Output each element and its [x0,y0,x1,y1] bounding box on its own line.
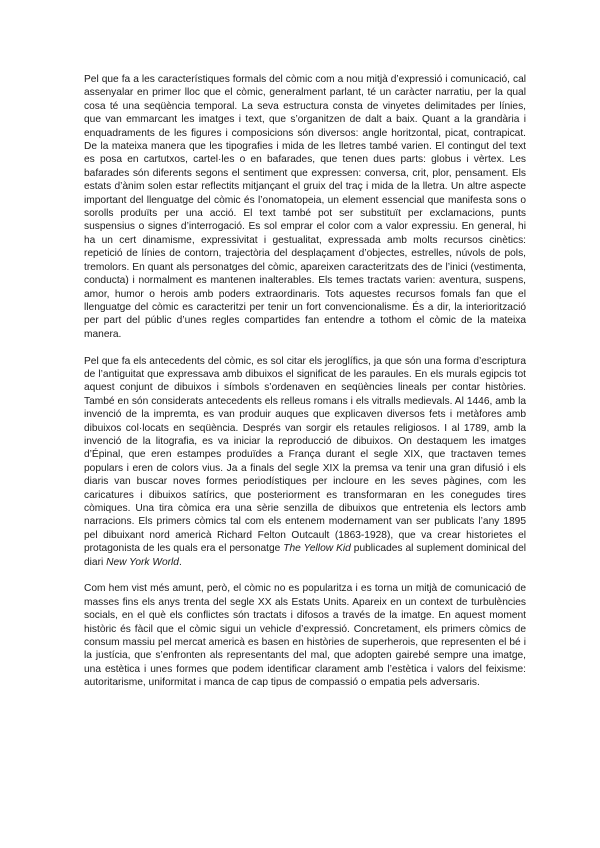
paragraph-text: Pel que fa els antecedents del còmic, es sol citar els jeroglífics, ja que són una forma d’escriptura de l’antiguitat que expressava amb dibuixos el significat de les paraules. En els murals egipcis tot aquest conjunt de dibuixos i símbols s’ordenaven en seqüències lineals per contar històries. També en són considerats antecedents els relleus romans i els vitralls medievals. Al 1446, amb la invenció de la impremta, es van produir auques que explicaven diversos fets i metàfores amb dibuixos col·locats en seqüència. Després van sorgir els retaules religiosos. I al 1789, amb la invenció de la litografia, es va iniciar la reproducció de dibuixos. On destaquem les imatges d’Épinal, que eren estampes produïdes a França durant el segle XIX, que tractaven temes populars i eren de colors vius. Ja a finals del segle XIX la premsa va tenir una gran difusió i els diaris van buscar noves formes periodístiques per incloure en les seves pàgines, com les caricatures i dibuixos satírics, que posteriorment es transformaran en les conegudes tires còmiques. Una tira còmica era una sèrie senzilla de dibuixos que entretenia els lectors amb narracions. Els primers còmics tal com els entenem modernament van ser publicats l’any 1895 pel dibuixant nord americà Richard Felton Outcault (1863-1928), que va crear historietes el protagonista de les quals era el personatge [84,355,526,555]
paragraph-text: publicades al suplement dominical del diari [84,543,526,568]
paragraph-antecedents [84,355,526,570]
paragraph-formal-features [84,73,526,341]
title-the-yellow-kid: The Yellow Kid [283,543,351,555]
paragraph-text: Pel que fa a les característiques formals del còmic com a nou mitjà d’expressió i comunicació, cal assenyalar en primer lloc que el còmic, generalment parlant, té un caràcter narratiu, per la qual cosa té una seqüència temporal. La seva estructura consta de vinyetes delimitades per línies, que van emmarcant les imatges i text, que s’organitzen de dalt a baix. Quant a la grandària i enquadraments de les figures i composicions són diversos: angle horitzontal, picat, contrapicat. De la mateixa manera que les tipografies i mida de les lletres també varien. El contingut del text es posa en cartutxos, cartel·les o en bafarades, que tenen dues parts: globus i vèrtex. Les bafarades són diferents segons el sentiment que expressen: conversa, crit, plor, pensament. Els estats d’ànim solen estar reflectits mitjançant el gruix del traç i mida de la lletra. Un altre aspecte important del llenguatge del còmic és l’onomatopeia, un element essencial que manifesta sons o sorolls produïts per una acció. El text també pot ser substituït per exclamacions, punts suspensius o signes d’interrogació. Es sol emprar el color com a valor expressiu. En general, hi ha un cert dinamisme, expressivitat i gestualitat, expressada amb molts recursos cinètics: repetició de línies de contorn, trajectòria del desplaçament d’objectes, estrelles, núvols de pols, tremolors. En quant als personatges del còmic, apareixen caracteritzats des de l’inici (vestimenta, conducta) i normalment es mantenen inalterables. Els temes tractats varien: aventura, suspens, amor, humor o herois amb poders extraordinaris. Tots aquestes recursos fomals fan que el llenguatge del còmic es caracteritzi per tenir un fort convencionalisme. És a dir, la interiorització per part del públic d’unes regles compartides fan entendre a tothom el còmic de la mateixa manera. [84,74,526,340]
paragraph-mass-media [84,582,526,689]
paragraph-text: . [178,556,182,568]
document-page [84,73,526,690]
title-new-york-world: New York World [106,556,179,568]
paragraph-text: Com hem vist més amunt, però, el còmic no es popularitza i es torna un mitjà de comunicació de masses fins els anys trenta del segle XX als Estats Units. Apareix en un context de turbulències socials, en el què els conflictes són tractats i difosos a través de la imatge. En aquest moment històric és fàcil que el còmic sigui un vehicle d’expressió. Concretament, els primers còmics de consum massiu pel mercat americà es basen en històries de superherois, que representen el bé i la justícia, que s’enfronten als representants del mal, que adopten gairebé sempre una imatge, una estètica i unes formes que podem identificar clarament amb l’estètica i valors del feixisme: autoritarisme, uniformitat i manca de cap tipus de compassió o empatia pels adversaris. [84,583,526,689]
